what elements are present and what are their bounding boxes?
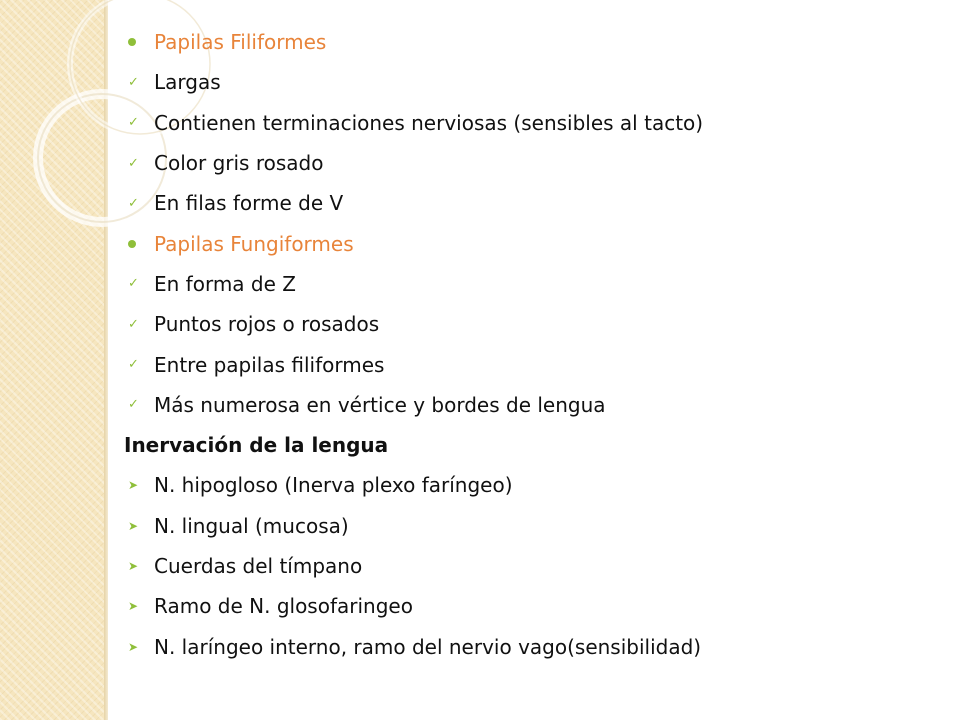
list-item <box>124 223 944 263</box>
list-item <box>124 465 944 505</box>
list-item <box>124 143 944 183</box>
list-item-text: Color gris rosado <box>154 151 324 176</box>
list-item <box>124 506 944 546</box>
arrow-bullet-icon: ➤ <box>128 478 139 493</box>
list-item-text: En forma de Z <box>154 271 296 296</box>
list-item-text: Papilas Fungiformes <box>154 231 354 256</box>
list-item <box>124 546 944 586</box>
checkmark-icon: ✓ <box>128 357 139 373</box>
checkmark-icon: ✓ <box>128 74 139 90</box>
slide-content <box>124 22 944 667</box>
list-item <box>124 22 944 62</box>
list-item-text: Contienen terminaciones nerviosas (sensibles al tacto) <box>154 110 704 135</box>
list-item-text: En filas forme de V <box>154 191 344 216</box>
checkmark-icon: ✓ <box>128 316 139 332</box>
list-item <box>124 183 944 223</box>
list-item-text: Más numerosa en vértice y bordes de lengua <box>154 392 606 417</box>
list-item-text: N. lingual (mucosa) <box>154 513 349 538</box>
list-item-text: Cuerdas del tímpano <box>154 554 363 578</box>
list-item-text: Puntos rojos o rosados <box>154 312 380 337</box>
list-item-text: N. laríngeo interno, ramo del nervio vago(sensibilidad) <box>154 634 702 659</box>
arrow-bullet-icon: ➤ <box>128 559 139 573</box>
arrow-bullet-icon: ➤ <box>128 639 139 654</box>
list-item-text: Papilas Filiformes <box>154 30 327 55</box>
checkmark-icon: ✓ <box>128 195 139 211</box>
list-item <box>124 103 944 143</box>
list-item <box>124 304 944 344</box>
list-item-text: Largas <box>154 70 221 95</box>
list-item-text: N. hipogloso (Inerva plexo faríngeo) <box>154 473 513 498</box>
checkmark-icon: ✓ <box>128 397 139 413</box>
list-item <box>124 344 944 384</box>
list-item-text: Entre papilas filiformes <box>154 352 385 377</box>
arrow-bullet-icon: ➤ <box>128 599 139 614</box>
list-item <box>124 586 944 626</box>
checkmark-icon: ✓ <box>128 155 139 171</box>
list-item <box>124 626 944 666</box>
list-item <box>124 62 944 102</box>
list-item <box>124 385 944 425</box>
arrow-bullet-icon: ➤ <box>128 518 139 533</box>
section-heading <box>124 425 944 465</box>
list-item-text: Ramo de N. glosofaringeo <box>154 594 413 619</box>
checkmark-icon: ✓ <box>128 276 139 292</box>
dot-bullet-icon <box>124 240 154 248</box>
list-item <box>124 264 944 304</box>
list-item-text: Inervación de la lengua <box>124 433 389 458</box>
dot-bullet-icon <box>124 38 154 46</box>
checkmark-icon: ✓ <box>128 115 139 131</box>
